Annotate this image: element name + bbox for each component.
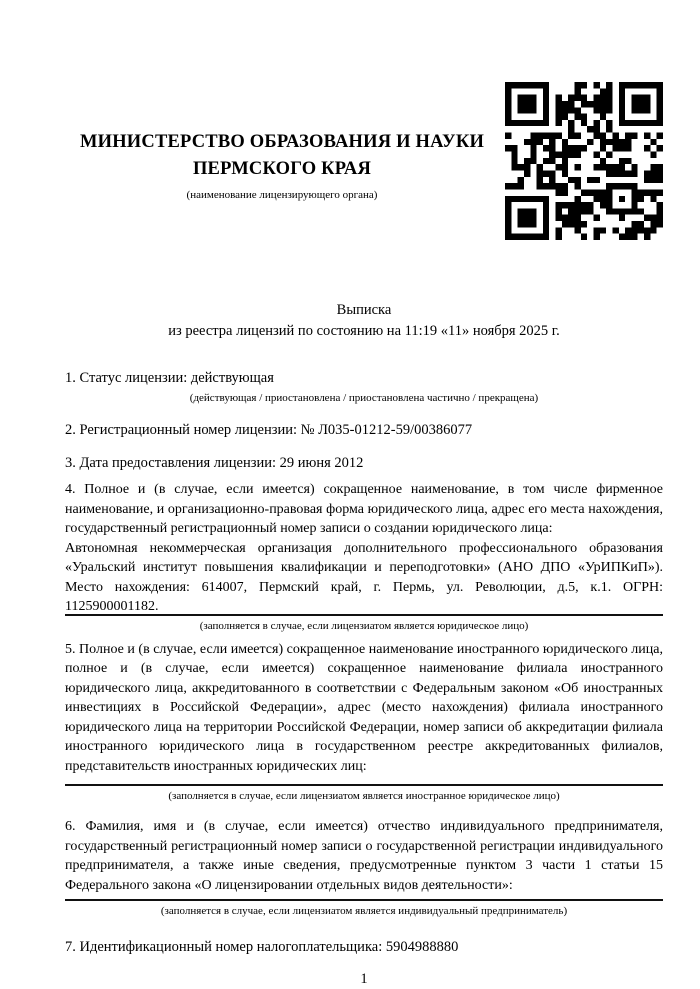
issuer-block — [65, 82, 505, 202]
item-individual-entrepreneur — [65, 817, 663, 919]
item-taxpayer-number — [65, 937, 663, 957]
title-line2: из реестра лицензий по состоянию на 11:19 «11» ноября 2025 г. — [168, 323, 560, 339]
title-line1: Выписка — [336, 302, 392, 318]
issuer-caption: (наименование лицензирующего органа) — [186, 189, 378, 201]
issuer-name-line1: МИНИСТЕРСТВО ОБРАЗОВАНИЯ И НАУКИ — [79, 132, 485, 152]
item-legal-entity — [65, 480, 663, 634]
item-registration-number — [65, 420, 663, 440]
foreign-entity-caption: (заполняется в случае, если лицензиатом является иностранное юридическое лицо) — [168, 790, 560, 802]
item-license-status — [65, 368, 663, 406]
individual-entrepreneur-label: 6. Фамилия, имя и (в случае, если имеется) отчество индивидуального предпринимателя, государственный регистрационный номер записи о государственной регистрации индивидуального предпринимателя, а также иные сведения, предусмотренные пунктом 3 части 1 статьи 15 Федерального закона «О лицензировании отдельных видов деятельности»: — [65, 819, 663, 893]
qr-code — [505, 82, 663, 240]
page-number: 1 — [360, 971, 368, 987]
legal-entity-label: 4. Полное и (в случае, если имеется) сокращенное наименование, в том числе фирменное наименование, и организационно-правовая форма юридического лица, адрес его места нахождения, государственный регистрационный номер записи о создании юридического лица: — [65, 482, 663, 536]
registration-number-text: 2. Регистрационный номер лицензии: № Л035-01212-59/00386077 — [65, 422, 473, 438]
taxpayer-number-text: 7. Идентификационный номер налогоплательщика: 5904988880 — [65, 939, 459, 955]
legal-entity-caption: (заполняется в случае, если лицензиатом является юридическое лицо) — [199, 619, 529, 632]
foreign-entity-underline — [65, 784, 663, 786]
document-title — [65, 300, 663, 342]
license-status-caption: (действующая / приостановлена / приостановлена частично / прекращена) — [189, 392, 539, 404]
license-status-text: 1. Статус лицензии: действующая — [65, 370, 274, 386]
item-license-grant-date — [65, 453, 663, 473]
legal-entity-value: Автономная некоммерческая организация дополнительного профессионального образования «Уральский институт повышения квалификации и переподготовки» (АНО ДПО «УрИПКиП»). Место нахождения: 614007, Пермский край, г. Пермь, ул. Революции, д.5, к.1. ОГРН: 1125900001182. — [65, 540, 663, 614]
item-foreign-entity — [65, 640, 663, 805]
individual-entrepreneur-underline — [65, 899, 663, 901]
individual-entrepreneur-caption: (заполняется в случае, если лицензиатом является индивидуальный предприниматель) — [160, 905, 568, 917]
foreign-entity-label: 5. Полное и (в случае, если имеется) сокращенное наименование иностранного юридического лица, полное и (в случае, если имеется) сокращенное наименование филиала иностранного юридического лица, аккредитованного в соответствии с Федеральным законом «Об иностранных инвестициях в Российской Федерации», адрес (место нахождения) филиала иностранного юридического лица на территории Российской Федерации, номер записи об аккредитации филиала иностранного юридического лица в государственном реестре аккредитованных филиалов, представительств иностранных юридических лиц: — [65, 641, 663, 774]
document-header — [65, 82, 663, 240]
issuer-name-line2: ПЕРМСКОГО КРАЯ — [192, 159, 372, 179]
license-grant-date-text: 3. Дата предоставления лицензии: 29 июня 2012 — [65, 455, 364, 471]
